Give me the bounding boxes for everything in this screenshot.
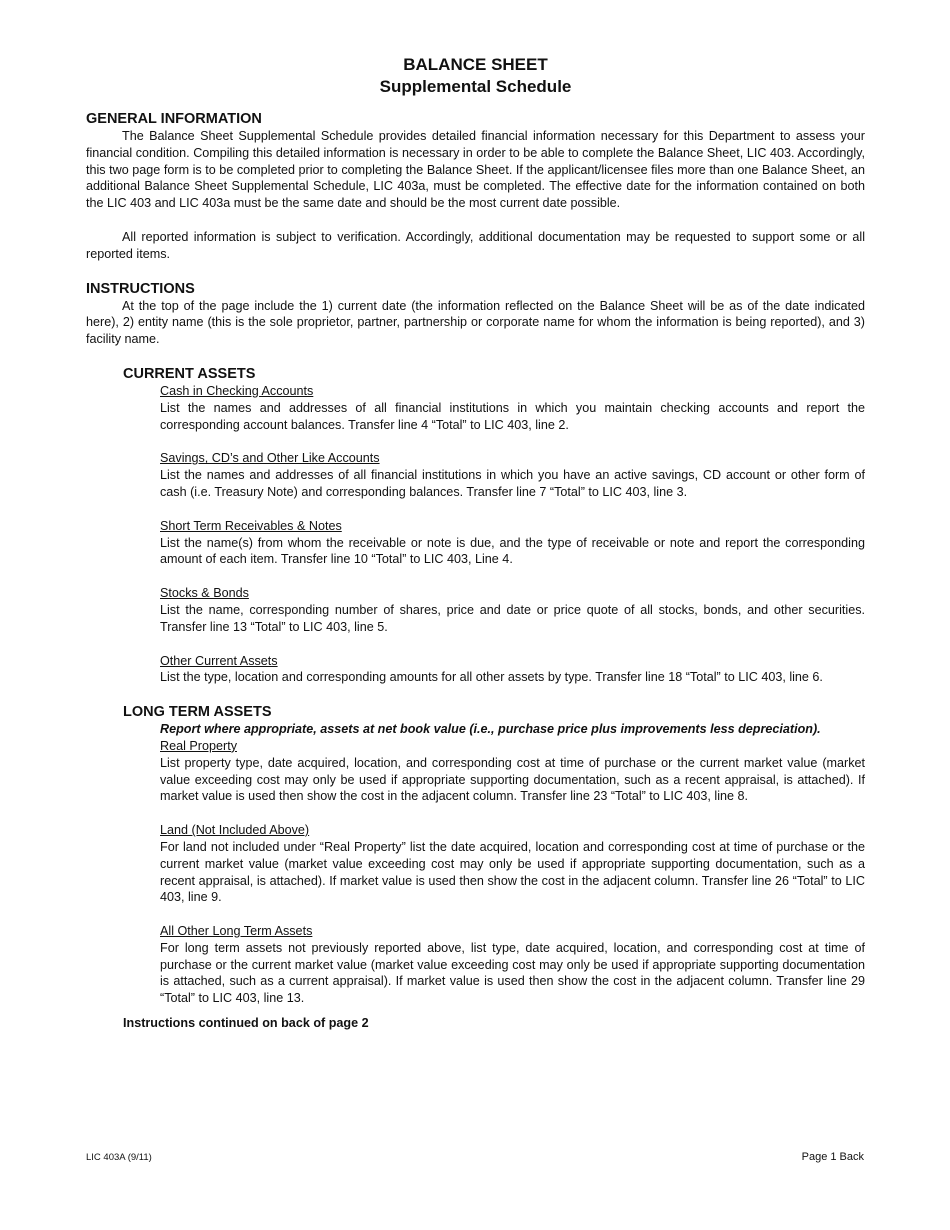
item-title: All Other Long Term Assets [160, 924, 313, 939]
current-assets-section [123, 365, 865, 383]
page-title: BALANCE SHEET [403, 55, 548, 74]
current-assets-item [160, 585, 865, 635]
item-text: List the name(s) from whom the receivable or note is due, and the type of receivable or note and report the corresponding amount of each item. Transfer line 10 “Total” to LIC 403, Line 4. [160, 535, 865, 567]
page-number: Page 1 Back [801, 1151, 864, 1163]
instructions-paragraph: At the top of the page include the 1) current date (the information reflected on the Balance Sheet will be as of the date indicated here), 2) entity name (this is the sole proprietor, partner, partnership or corporate name for whom the information is being reported), and 3) facility name. [86, 298, 865, 347]
general-info-heading: GENERAL INFORMATION [86, 111, 262, 127]
current-assets-item [160, 450, 865, 500]
item-title: Savings, CD’s and Other Like Accounts [160, 451, 380, 466]
item-title: Land (Not Included Above) [160, 823, 310, 838]
item-text: List the names and addresses of all financial institutions in which you maintain checking accounts and report the corresponding account balances. Transfer line 4 “Total” to LIC 403, line 2. [160, 400, 865, 432]
item-title: Real Property [160, 738, 237, 753]
form-id: LIC 403A (9/11) [86, 1152, 152, 1163]
long-term-assets-heading: LONG TERM ASSETS [123, 704, 272, 721]
long-term-assets-item [160, 721, 865, 805]
current-assets-item [160, 653, 865, 687]
item-title: Other Current Assets [160, 653, 278, 668]
item-text: List property type, date acquired, location, and corresponding cost at time of purchase or the current market value (market value exceeding cost may only be used if appropriate supporting documentation, such as a recent appraisal, is attached). If market value is used then show the cost in the adjacent column. Transfer line 23 “Total” to LIC 403, line 8. [160, 755, 865, 804]
long-term-assets-note: Report where appropriate, assets at net book value (i.e., purchase price plus improvements less depreciation). [160, 722, 821, 737]
document-page [86, 54, 865, 1032]
general-info-paragraph-2: All reported information is subject to verification. Accordingly, additional documentation may be requested to support some or all reported items. [86, 229, 865, 261]
item-text: For land not included under “Real Property” list the date acquired, location and corresponding cost at time of purchase or the current market value (market value exceeding cost may only be used if appropriate supporting documentation, such as a recent appraisal, is attached). If market value is used then show the cost in the adjacent column. Transfer line 26 “Total” to LIC 403, line 9. [160, 839, 865, 905]
item-title: Stocks & Bonds [160, 586, 249, 601]
current-assets-heading: CURRENT ASSETS [123, 365, 256, 382]
long-term-assets-section [123, 703, 865, 721]
current-assets-item [160, 383, 865, 433]
item-text: List the names and addresses of all financial institutions in which you have an active savings, CD account or other form of cash (i.e. Treasury Note) and corresponding balances. Transfer line 7 “Total” to LIC 403, line 3. [160, 468, 865, 499]
long-term-assets-item [160, 822, 865, 906]
page-subtitle: Supplemental Schedule [379, 77, 572, 96]
item-title: Short Term Receivables & Notes [160, 518, 342, 533]
item-title: Cash in Checking Accounts [160, 383, 314, 398]
continued-note: Instructions continued on back of page 2 [123, 1016, 369, 1031]
instructions-heading: INSTRUCTIONS [86, 280, 195, 297]
long-term-assets-item [160, 923, 865, 1007]
item-text: List the type, location and corresponding amounts for all other assets by type. Transfer line 18 “Total” to LIC 403, line 6. [160, 670, 823, 685]
current-assets-item [160, 518, 865, 568]
item-text: For long term assets not previously reported above, list type, date acquired, location, and corresponding cost at time of purchase or the current market value (market value exceeding cost may only be used if appropriate supporting documentation is attached, such as a current appraisal). If market value is used then show the cost in the adjacent column. Transfer line 29 “Total” to LIC 403, line 13. [160, 940, 865, 1006]
general-info-paragraph-1: The Balance Sheet Supplemental Schedule provides detailed financial information necessary for this Department to assess your financial condition. Compiling this detailed information is necessary in order to be able to complete the Balance Sheet, LIC 403. Accordingly, this two page form is to be completed prior to completing the Balance Sheet. If the applicant/licensee files more than one Balance Sheet, an additional Balance Sheet Supplemental Schedule, LIC 403a, must be completed. The effective date for the information contained on both the LIC 403 and LIC 403a must be the same date and should be the most current date possible. [86, 129, 865, 211]
item-text: List the name, corresponding number of shares, price and date or price quote of all stocks, bonds, and other securities. Transfer line 13 “Total” to LIC 403, line 5. [160, 602, 865, 634]
